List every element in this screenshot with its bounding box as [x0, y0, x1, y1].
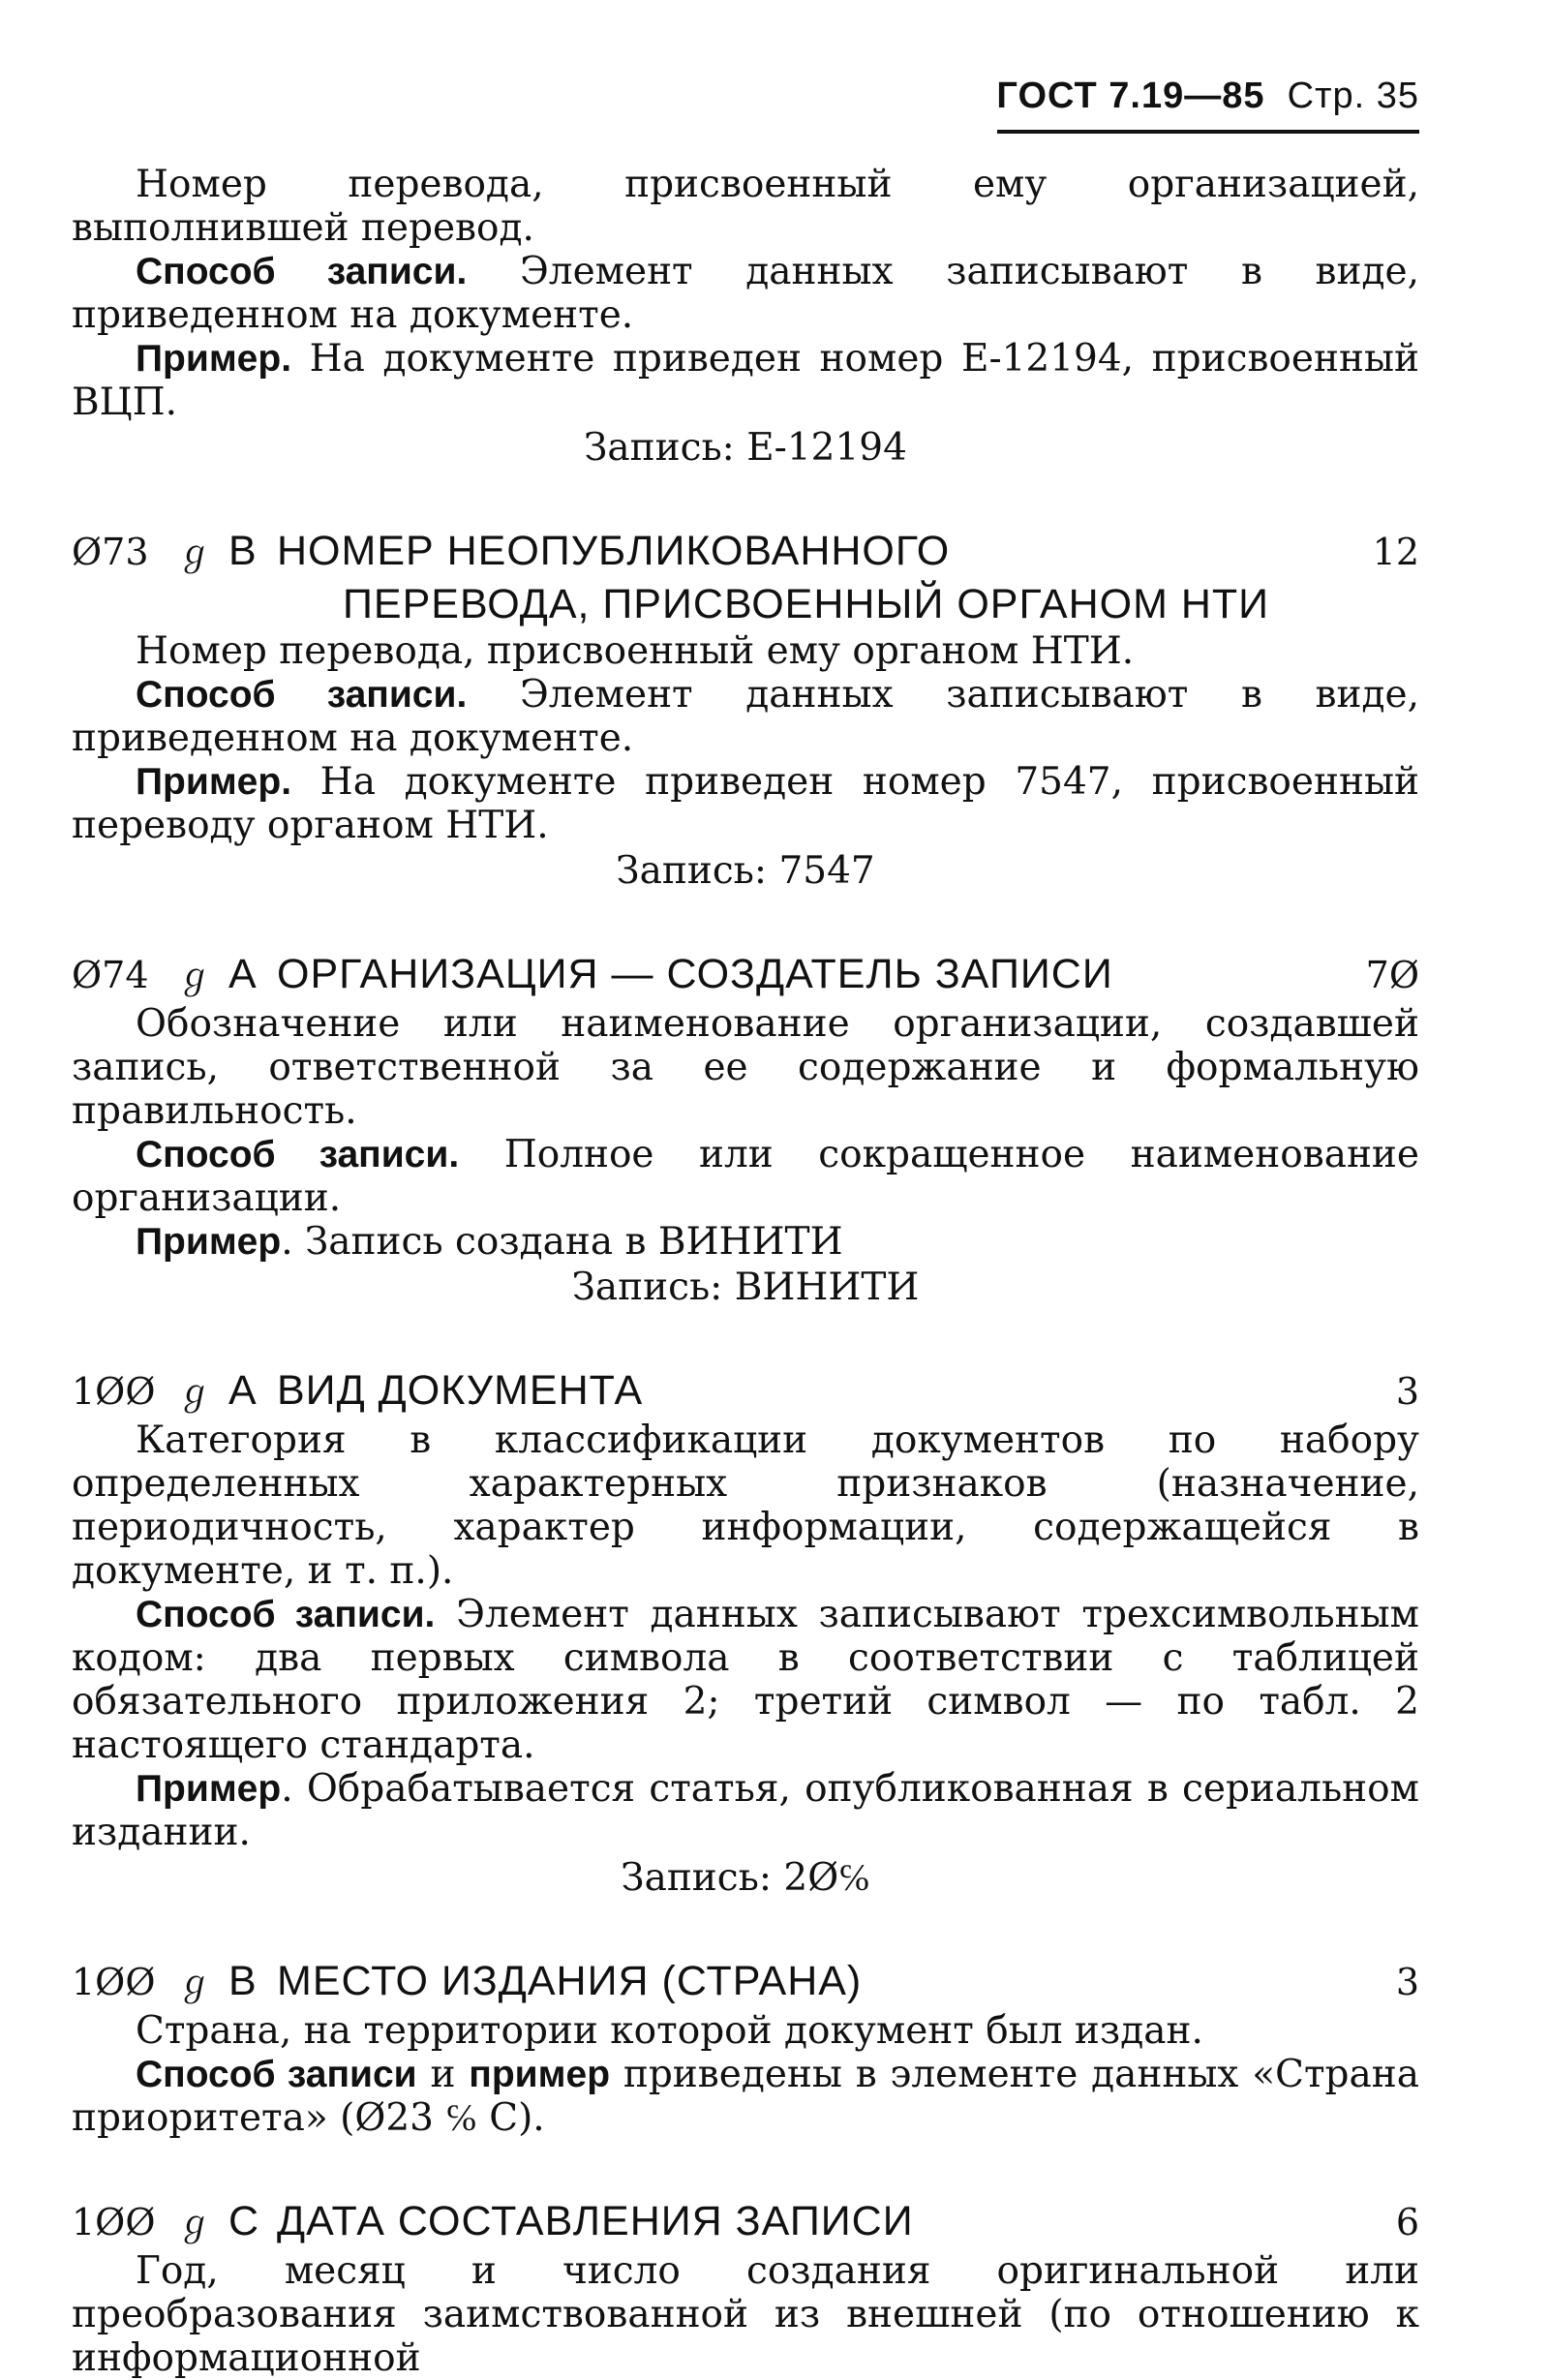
- section-record: Запись: ВИНИТИ: [571, 1266, 920, 1309]
- field-code: Ø73: [72, 531, 149, 573]
- section-title: МЕСТО ИЗДАНИЯ (СТРАНА): [277, 1958, 863, 2004]
- section-description: Категория в классификации документов по набору определенных характерных признаков (назначение, периодичность, характер информации, содержащейся в документе, и т. п.).: [72, 1419, 1419, 1593]
- section-heading: [72, 949, 1419, 1002]
- section-method: [72, 673, 1419, 760]
- example-text: На документе приведен номер 7547, присвоенный переводу органом НТИ.: [72, 760, 1419, 847]
- method-label: Способ записи.: [136, 1594, 436, 1635]
- level: С: [228, 2198, 259, 2244]
- example-label: Пример: [136, 1768, 282, 1810]
- section-method: [72, 1593, 1419, 1767]
- indicator: ℊ: [176, 957, 212, 996]
- example-label: Пример.: [136, 761, 292, 803]
- section-heading: [72, 526, 1419, 579]
- example-text: На документе приведен номер Е-12194, присвоенный ВЦП.: [72, 337, 1419, 424]
- section-description: Номер перевода, присвоенный ему органом НТИ.: [136, 629, 1135, 673]
- example-label: пример: [469, 2054, 611, 2095]
- section-title: ДАТА СОСТАВЛЕНИЯ ЗАПИСИ: [277, 2198, 914, 2244]
- intro-example: [72, 337, 1419, 424]
- indicator: ℊ: [176, 2204, 212, 2243]
- section-description: Год, месяц и число создания оригинальной или преобразования заимствованной из внешней (по отношению к информационной: [72, 2249, 1419, 2380]
- field-length: 12: [1372, 531, 1419, 573]
- indicator: ℊ: [176, 1373, 212, 1413]
- method-label: Способ записи.: [136, 251, 468, 292]
- intro-record: Запись: Е-12194: [584, 426, 907, 470]
- section-example: [72, 1767, 1419, 1854]
- example-text: . Запись создана в ВИНИТИ: [281, 1220, 843, 1264]
- level: В: [228, 528, 257, 574]
- section-heading: [72, 1956, 1419, 2009]
- section-title: ВИД ДОКУМЕНТА: [277, 1367, 644, 1414]
- method-text: Элемент данных записывают трехсимвольным кодом: два первых символа в соответствии с таблицей обязательного приложения 2; третий символ — по табл. 2 настоящего стандарта.: [72, 1593, 1419, 1767]
- method-text: Элемент данных записывают в виде, приведенном на документе.: [72, 673, 1420, 760]
- example-label: Пример.: [136, 338, 292, 380]
- section-description: Страна, на территории которой документ был издан.: [136, 2009, 1203, 2053]
- field-length: 6: [1395, 2201, 1419, 2243]
- method-label: Способ записи.: [136, 1134, 460, 1175]
- method-label: Способ записи.: [136, 674, 468, 716]
- indicator: ℊ: [176, 534, 212, 573]
- method-connector: и: [416, 2053, 470, 2096]
- method-text: приведены в элементе данных «Страна приоритета» (Ø23 ℅ С).: [72, 2053, 1419, 2140]
- level: В: [228, 1958, 257, 2004]
- section-example: [72, 760, 1419, 847]
- section-heading: [72, 1365, 1419, 1419]
- method-text: Элемент данных записывают в виде, приведенном на документе.: [72, 250, 1420, 337]
- method-text: Полное или сокращенное наименование организации.: [72, 1133, 1420, 1220]
- field-code: 1ØØ: [72, 1961, 156, 2003]
- method-label: Способ записи: [136, 2054, 417, 2095]
- page-number: Стр. 35: [1287, 76, 1419, 116]
- section-example: [72, 1220, 1419, 1264]
- section-heading: [72, 2196, 1419, 2249]
- section-title-continued: ПЕРЕВОДА, ПРИСВОЕННЫЙ ОРГАНОМ НТИ: [343, 581, 1270, 627]
- example-text: . Обрабатывается статья, опубликованная в сериальном издании.: [72, 1767, 1419, 1854]
- header-rule: [997, 130, 1419, 134]
- intro-description: Номер перевода, присвоенный ему организацией, выполнившей перевод.: [72, 163, 1419, 250]
- field-length: 3: [1395, 1370, 1419, 1413]
- section-record: Запись: 7547: [616, 849, 875, 893]
- section-title: ОРГАНИЗАЦИЯ — СОЗДАТЕЛЬ ЗАПИСИ: [277, 951, 1113, 997]
- field-code: Ø74: [72, 954, 149, 996]
- intro-method: [72, 250, 1419, 337]
- field-length: 7Ø: [1365, 954, 1419, 996]
- level: А: [228, 951, 257, 997]
- document-body: [72, 145, 1419, 2380]
- field-code: 1ØØ: [72, 2201, 156, 2243]
- section-description: Обозначение или наименование организации, создавшей запись, ответственной за ее содержание и формальную правильность.: [72, 1002, 1419, 1133]
- indicator: ℊ: [176, 1964, 212, 2003]
- section-record: Запись: 2Ø℅: [621, 1856, 870, 1900]
- field-length: 3: [1395, 1961, 1419, 2003]
- section-method: [72, 2053, 1419, 2140]
- section-method: [72, 1133, 1419, 1220]
- section-title: НОМЕР НЕОПУБЛИКОВАННОГО: [277, 528, 951, 574]
- field-code: 1ØØ: [72, 1370, 156, 1413]
- example-label: Пример: [136, 1221, 282, 1263]
- gost-number: ГОСТ 7.19—85: [996, 76, 1265, 116]
- level: А: [228, 1367, 257, 1414]
- page-header: [996, 76, 1419, 117]
